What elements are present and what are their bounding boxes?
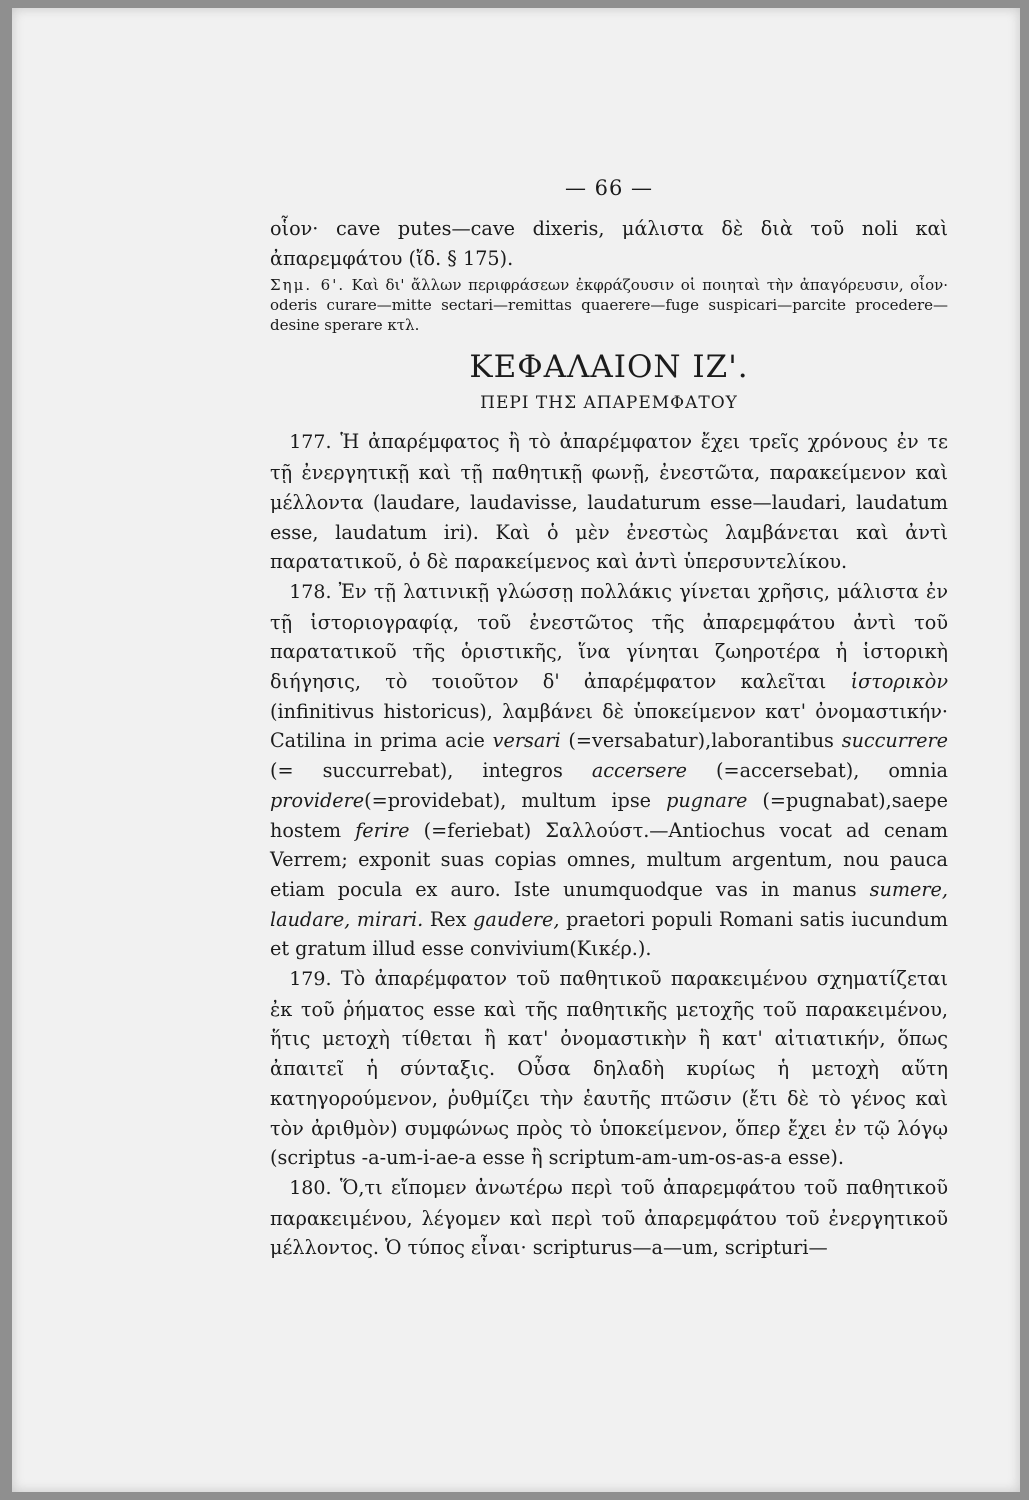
section-178-text-a: Ἐν τῇ λατινικῇ γλώσσῃ πολλάκις γίνεται χρῆσις, μάλιστα ἐν τῇ ἱστοριογραφίᾳ, τοῦ ἐνεστῶτος τῆς ἀπαρεμφάτου ἀντὶ τοῦ παρατατικοῦ τῆς ὁριστικῆς, ἵνα γίνηται ζωηροτέρα ἡ ἱστορικὴ διήγησις, τὸ τοιοῦτον δ' ἀπαρέμφατον καλεῖται: [270, 579, 948, 694]
section-178-text-f: (=providebat), multum ipse: [364, 788, 667, 812]
section-178-word-2: succurrere: [841, 729, 948, 753]
section-177-latin: laudare, laudavisse, laudaturum esse—laudari, laudatum esse, laudatum iri: [270, 490, 948, 544]
page-number: — 66 —: [564, 176, 654, 200]
section-178-word-6: ferire: [355, 818, 410, 842]
text-column: [270, 176, 948, 1263]
intro-text-3: καὶ ἀπαρεμφάτου (ἴδ. § 175).: [270, 217, 948, 270]
section-178-text-i: Rex: [423, 907, 474, 931]
note-lead: Σημ. 6'.: [270, 276, 346, 295]
section-179: [270, 964, 948, 1173]
section-178: [270, 577, 948, 964]
section-178-word-1: versari: [492, 729, 561, 753]
section-178-text-d: (= succurrebat), integros: [270, 759, 592, 783]
chapter-subtitle: ΠΕΡΙ ΤΗΣ ΑΠΑΡΕΜΦΑΤΟΥ: [480, 393, 738, 414]
section-178-text-h: (=feriebat) Σαλλούστ.—Antiochus vocat ad cenam Verrem; exponit suas copias omnes, multum argentum, nou pauca etiam pocula ex auro. Iste unumquodque vas in manus: [270, 818, 948, 901]
section-178-term: ἱστορικὸν: [850, 670, 948, 694]
section-178-text-e: (=accersebat), omnia: [687, 759, 949, 783]
section-179-text: Τὸ ἀπαρέμφατον τοῦ παθητικοῦ παρακειμένου σχηματίζεται ἐκ τοῦ ῥήματος esse καὶ τῆς παθητικῆς μετοχῆς τοῦ παρακειμένου, ἥτις μετοχὴ τίθεται ἢ κατ' ὀνομαστικὴν ἢ κατ' αἰτιατικήν, ὅπως ἀπαιτεῖ ἡ σύνταξις. Οὖσα δηλαδὴ κυρίως ἡ μετοχὴ αὕτη κατηγορούμενον, ῥυθμίζει τὴν ἑαυτῆς πτῶσιν (ἔτι δὲ τὸ γένος καὶ τὸν ἀριθμὸν) συμφώνως πρὸς τὸ ὑποκείμενον, ὅπερ ἔχει ἐν τῷ λόγῳ (scriptus -a-um-i-ae-a esse ἢ scriptum-am-um-os-as-a esse).: [270, 967, 948, 1170]
section-180-number: 180.: [289, 1176, 332, 1199]
book-page: [12, 8, 1020, 1492]
section-177-number: 177.: [289, 431, 332, 454]
chapter-title: ΚΕΦΑΛΑΙΟΝ ΙΖ'.: [469, 349, 749, 386]
section-178-number: 178.: [289, 580, 332, 603]
note-text: Καὶ δι' ἄλλων περιφράσεων ἐκφράζουσιν οἱ ποιηταὶ τὴν ἀπαγόρευσιν, οἷον· oderis curare—mitte sectari—remittas quaerere—fuge suspicari—parcite procedere—desine sperare κτλ.: [270, 276, 949, 335]
section-177-text-b: ). Καὶ ὁ μὲν ἐνεστὼς λαμβάνεται καὶ ἀντὶ παρατατικοῦ, ὁ δὲ παρακείμενος καὶ ἀντὶ ὑπερσυντελίκου.: [270, 520, 948, 574]
section-179-number: 179.: [289, 968, 332, 991]
section-178-word-4: providere: [270, 788, 365, 812]
section-177: [270, 427, 948, 577]
section-178-word-5: pugnare: [666, 788, 748, 812]
intro-latin-1: cave putes—cave dixeris,: [335, 217, 605, 240]
section-177-text-a: Ἡ ἀπαρέμφατος ἢ τὸ ἀπαρέμφατον ἔχει τρεῖς χρόνους ἐν τε τῇ ἐνεργητικῇ καὶ τῇ παθητικῇ φωνῇ, ἐνεστῶτα, παρακείμενον καὶ μέλλοντα (: [270, 430, 948, 514]
note-paragraph: [270, 275, 948, 335]
intro-paragraph: [270, 214, 948, 273]
section-178-text-g: (=pugnabat),saepe hostem: [270, 788, 948, 842]
intro-latin-2: noli: [861, 217, 898, 240]
intro-text-1: οἷον·: [270, 217, 336, 240]
section-178-text-j: praetori populi Romani satis iucundum et gratum illud esse convivium(Κικέρ.).: [270, 907, 948, 961]
section-178-word-7: sumere, laudare, mirari.: [270, 877, 948, 931]
section-180-text: Ὅ,τι εἴπομεν ἀνωτέρω περὶ τοῦ ἀπαρεμφάτου τοῦ παθητικοῦ παρακειμένου, λέγομεν καὶ περὶ τοῦ ἀπαρεμφάτου τοῦ ἐνεργητικοῦ μέλλοντος. Ὁ τύπος εἶναι· scripturus—a—um, scripturi—: [270, 1175, 948, 1260]
intro-text-2: μάλιστα δὲ διὰ τοῦ: [604, 217, 862, 240]
section-178-text-b: (infinitivus historicus), λαμβάνει δὲ ὑποκείμενον κατ' ὀνομαστικήν· Catilina in prima acie: [270, 699, 948, 753]
section-180: [270, 1173, 948, 1263]
section-178-text-c: (=versabatur),laborantibus: [560, 729, 842, 753]
section-178-word-8: gaudere,: [473, 907, 560, 931]
section-178-word-3: accersere: [591, 759, 688, 783]
